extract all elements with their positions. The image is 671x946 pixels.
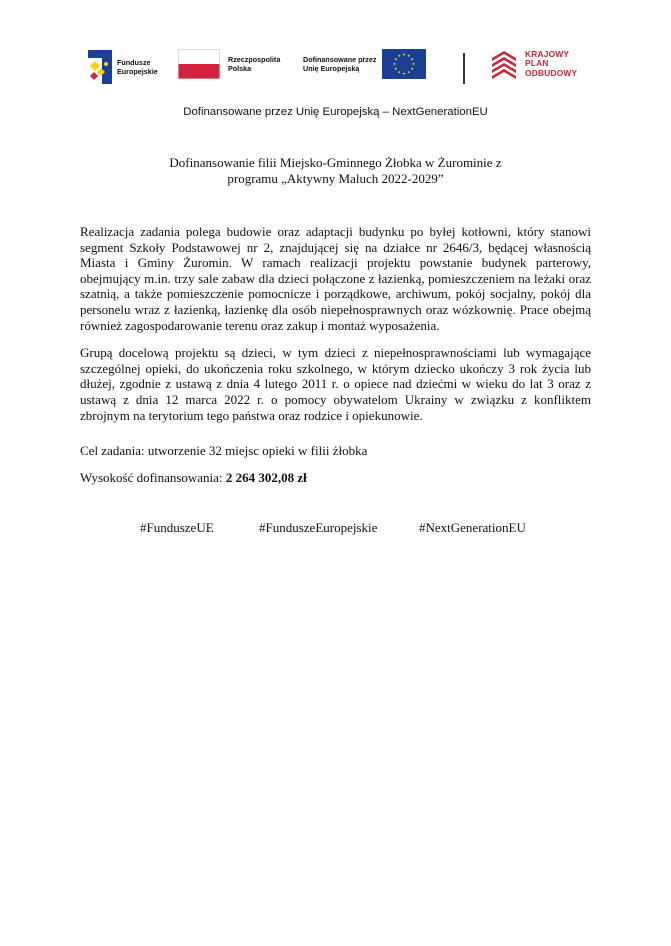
polish-flag-icon	[178, 49, 220, 79]
rzeczpospolita-line1: Rzeczpospolita	[228, 55, 281, 64]
unia-line2: Unię Europejską	[303, 64, 360, 73]
unia-line1: Dofinansowane przez	[303, 55, 377, 64]
paragraph-target-group: Grupą docelową projektu są dzieci, w tym dzieci z niepełnosprawnościami lub wymagające szczególnej opieki, do ukończenia roku szkolnego, w którym dziecko ukończy 3 rok życia lub dłużej, zgodnie z ustawą z dnia 4 lutego 2011 r. o opiece nad dziećmi w wieku do lat 3 oraz z ustawą z dnia 12 marca 2022 r. o pomocy obywatelom Ukrainy w związku z konfliktem zbrojnym na terytorium tego państwa oraz rodzice i opiekunowie.	[80, 345, 591, 423]
kpo-line1: KRAJOWY	[525, 48, 570, 59]
rzeczpospolita-text	[228, 55, 280, 73]
fundusze-europejskie-logo	[88, 50, 158, 84]
fundusze-line1: Fundusze	[117, 58, 151, 67]
hashtag-next-generation-eu: #NextGenerationEU	[419, 520, 526, 535]
logo-separator	[463, 53, 465, 84]
rzeczpospolita-line2: Polska	[228, 64, 252, 73]
eu-funding-banner: Dofinansowane przez Unię Europejską – NextGenerationEU	[183, 106, 488, 118]
kpo-text	[525, 50, 577, 78]
hashtag-fundusze-europejskie: #FunduszeEuropejskie	[259, 520, 378, 535]
fundusze-europejskie-icon	[88, 50, 112, 84]
krajowy-plan-odbudowy-logo	[490, 49, 577, 79]
funding-amount-label: Wysokość dofinansowania:	[80, 470, 226, 485]
funding-amount-line	[80, 470, 307, 486]
kpo-line3: ODBUDOWY	[525, 67, 578, 78]
paragraph-description: Realizacja zadania polega budowie oraz adaptacji budynku po byłej kotłowni, który stanowi segment Szkoły Podstawowej nr 2, znajdującej się na działce nr 2646/3, będącej własnością Miasta i Gminy Żuromin. W ramach realizacji projektu powstanie budynek parterowy, obejmujący m.in. trzy sale zabaw dla dzieci połączone z łazienką, pomieszczeniem na leżaki oraz szatnią, a także pomieszczenie pomocnicze i porządkowe, archiwum, pokój socjalny, pokój dla personelu wraz z łazienką, łazienkę dla osób niepełnosprawnych oraz wózkownię. Prace obejmą również zagospodarowanie terenu oraz zakup i montaż wyposażenia.	[80, 224, 591, 333]
title-line1: Dofinansowanie filii Miejsko-Gminnego Żłobka w Żurominie z	[169, 155, 502, 170]
eu-flag-icon	[382, 49, 426, 79]
hashtag-fundusze-ue: #FunduszeUE	[140, 520, 214, 535]
unia-europejska-logo	[303, 49, 426, 79]
funding-amount-value: 2 264 302,08 zł	[225, 470, 307, 485]
kpo-line2: PLAN	[525, 58, 549, 69]
fundusze-europejskie-text	[117, 58, 158, 76]
logo-bar	[0, 47, 671, 91]
document-body	[80, 224, 591, 423]
goal-line: Cel zadania: utworzenie 32 miejsc opieki w filii żłobka	[80, 443, 368, 458]
document-title	[100, 155, 571, 187]
unia-text	[303, 55, 376, 73]
kpo-icon	[490, 49, 518, 79]
fundusze-line2: Europejskie	[117, 67, 158, 76]
title-line2: programu „Aktywny Maluch 2022-2029”	[227, 171, 444, 186]
rzeczpospolita-polska-logo	[178, 49, 280, 79]
